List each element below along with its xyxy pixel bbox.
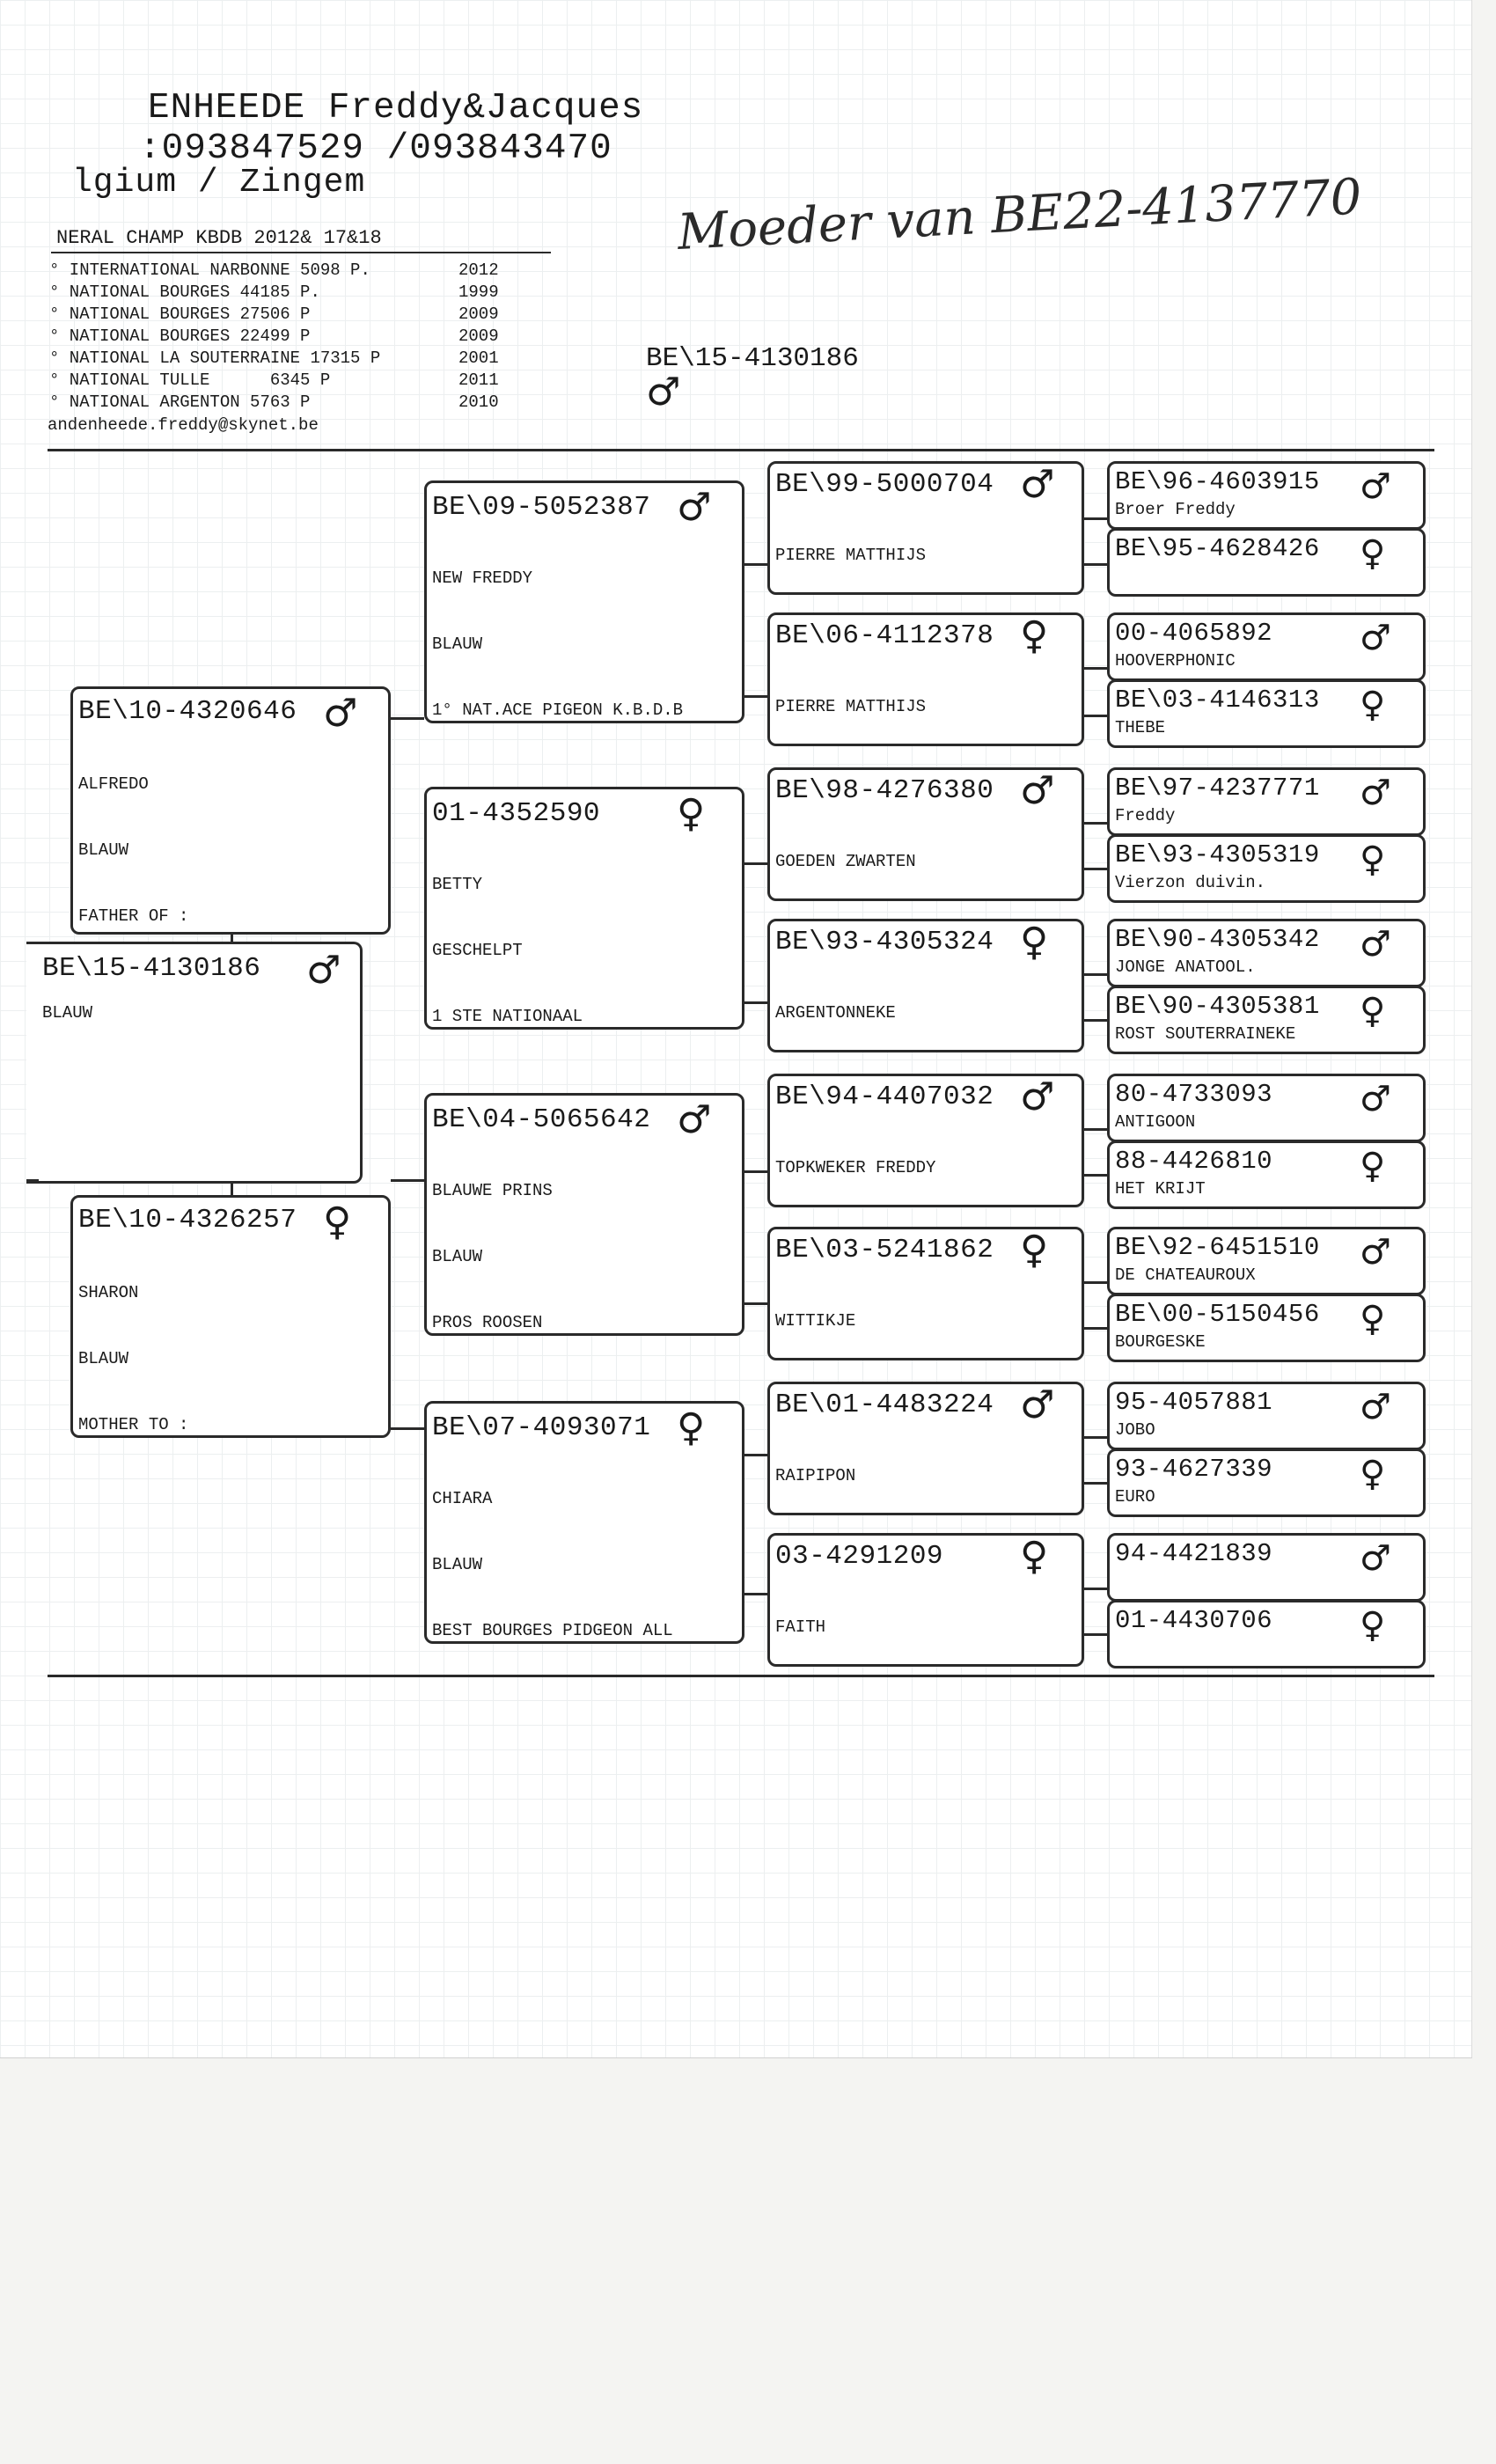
connector-line bbox=[1084, 1588, 1107, 1590]
detail-line: ALFREDO bbox=[78, 774, 149, 794]
ring-number: BE\93-4305324 bbox=[775, 927, 994, 957]
bird-details bbox=[775, 1113, 1078, 1207]
female-symbol-icon: ♀ bbox=[1020, 1534, 1049, 1579]
detail-line: NEW FREDDY bbox=[432, 568, 533, 588]
detail-line: CHIARA bbox=[432, 1489, 493, 1508]
bird-name: Vierzon duivin. bbox=[1115, 873, 1266, 892]
connector-line bbox=[744, 1001, 767, 1004]
bird-details bbox=[775, 807, 1078, 901]
connector-line bbox=[1084, 1436, 1107, 1439]
pedigree-box-ggg-5 bbox=[1107, 767, 1426, 836]
bird-details bbox=[775, 652, 1078, 746]
ring-number: 03-4291209 bbox=[775, 1541, 944, 1572]
male-symbol-icon: ♂ bbox=[323, 691, 358, 736]
result-year: 2011 bbox=[458, 370, 499, 390]
male-symbol-icon: ♂ bbox=[1360, 1232, 1391, 1272]
result-year: 2009 bbox=[458, 326, 499, 346]
detail-line: ARGENTONNEKE bbox=[775, 1003, 896, 1023]
connector-line bbox=[1084, 1327, 1107, 1330]
pedigree-box-ggg-9 bbox=[1107, 1074, 1426, 1142]
bird-name: JOBO bbox=[1115, 1420, 1155, 1440]
pedigree-box-ggg-8 bbox=[1107, 986, 1426, 1054]
male-symbol-icon: ♂ bbox=[1360, 466, 1391, 507]
breeder-location: lgium / Zingem bbox=[72, 164, 366, 202]
male-symbol-icon: ♂ bbox=[677, 485, 712, 530]
pedigree-box-granddam-paternal bbox=[424, 787, 744, 1030]
ring-number: BE\99-5000704 bbox=[775, 469, 994, 500]
bottom-rule bbox=[48, 1675, 1434, 1677]
connector-line bbox=[231, 1182, 233, 1196]
detail-line: BEST BOURGES PIDGEON ALL bbox=[432, 1621, 673, 1640]
pedigree-box-ggg-1 bbox=[1107, 461, 1426, 530]
bird-name: DE CHATEAUROUX bbox=[1115, 1265, 1256, 1285]
connector-line bbox=[744, 1302, 767, 1305]
bird-name: HET KRIJT bbox=[1115, 1179, 1206, 1199]
detail-line: SHARON bbox=[78, 1283, 139, 1302]
male-symbol-icon: ♂ bbox=[1360, 618, 1391, 658]
subject-ring-header: BE\15-4130186 bbox=[646, 343, 859, 374]
result-year: 2012 bbox=[458, 260, 499, 280]
female-symbol-icon: ♀ bbox=[1360, 1605, 1386, 1646]
bird-details bbox=[42, 1002, 356, 1024]
ring-number: BE\03-5241862 bbox=[775, 1235, 994, 1265]
detail-line: BLAUW bbox=[432, 1247, 483, 1266]
female-symbol-icon: ♀ bbox=[1020, 1228, 1049, 1272]
connector-line bbox=[1084, 1281, 1107, 1284]
detail-line: MOTHER TO : bbox=[78, 1415, 189, 1434]
handwritten-note: Moeder van BE22-4137770 bbox=[676, 168, 1363, 261]
detail-line: RAIPIPON bbox=[775, 1466, 856, 1485]
female-symbol-icon: ♀ bbox=[323, 1199, 352, 1244]
bird-details bbox=[775, 1573, 1078, 1667]
bird-details bbox=[775, 958, 1078, 1052]
pedigree-box-ggg-4 bbox=[1107, 679, 1426, 748]
result-text: ° INTERNATIONAL NARBONNE 5098 P. bbox=[49, 260, 370, 280]
connector-line bbox=[391, 1427, 424, 1430]
ring-number: BE\96-4603915 bbox=[1115, 467, 1320, 496]
connector-line bbox=[744, 695, 767, 698]
pedigree-box-granddam-maternal bbox=[424, 1401, 744, 1644]
ring-number: BE\98-4276380 bbox=[775, 775, 994, 806]
male-symbol-icon: ♂ bbox=[1020, 1382, 1055, 1427]
connector-line bbox=[1084, 1128, 1107, 1131]
result-year: 2010 bbox=[458, 392, 499, 412]
pedigree-box-ggg-14 bbox=[1107, 1448, 1426, 1517]
pedigree-box-ggg-11 bbox=[1107, 1227, 1426, 1295]
pedigree-box-ggg-13 bbox=[1107, 1382, 1426, 1450]
female-symbol-icon: ♀ bbox=[677, 791, 706, 836]
ring-number: BE\01-4483224 bbox=[775, 1390, 994, 1420]
bird-name: JONGE ANATOOL. bbox=[1115, 957, 1256, 977]
bird-details bbox=[432, 1444, 738, 1644]
pedigree-box-gg-3 bbox=[767, 767, 1084, 901]
top-rule bbox=[48, 449, 1434, 451]
male-symbol-icon: ♂ bbox=[1020, 462, 1055, 507]
detail-line: PIERRE MATTHIJS bbox=[775, 697, 927, 716]
male-symbol-icon: ♂ bbox=[1020, 1074, 1055, 1119]
bird-name: THEBE bbox=[1115, 718, 1166, 737]
pedigree-box-gg-6 bbox=[767, 1227, 1084, 1360]
bird-details bbox=[775, 1421, 1078, 1515]
champ-title: NERAL CHAMP KBDB 2012& 17&18 bbox=[56, 227, 382, 249]
ring-number: 95-4057881 bbox=[1115, 1388, 1273, 1417]
pedigree-box-ggg-7 bbox=[1107, 919, 1426, 987]
pedigree-box-gg-4 bbox=[767, 919, 1084, 1052]
female-symbol-icon: ♀ bbox=[677, 1405, 706, 1450]
connector-line bbox=[744, 1170, 767, 1173]
bird-details bbox=[78, 730, 385, 935]
connector-line bbox=[744, 862, 767, 865]
detail-line: 1° NAT.ACE PIGEON K.B.D.B bbox=[432, 700, 684, 720]
male-symbol-icon: ♂ bbox=[1360, 773, 1391, 813]
female-symbol-icon: ♀ bbox=[1360, 533, 1386, 574]
connector-line bbox=[391, 717, 424, 720]
female-symbol-icon: ♀ bbox=[1360, 1146, 1386, 1186]
breeder-email: andenheede.freddy@skynet.be bbox=[48, 415, 319, 435]
pedigree-box-gg-1 bbox=[767, 461, 1084, 595]
ring-number: BE\10-4326257 bbox=[78, 1205, 297, 1236]
bird-name: EURO bbox=[1115, 1487, 1155, 1507]
pedigree-box-father bbox=[70, 686, 391, 935]
pedigree-box-mother bbox=[70, 1195, 391, 1438]
connector-line bbox=[744, 1593, 767, 1595]
ring-number: 80-4733093 bbox=[1115, 1080, 1273, 1109]
pedigree-box-grandsire-maternal bbox=[424, 1093, 744, 1336]
connector-line bbox=[1084, 715, 1107, 717]
connector-line bbox=[391, 1179, 424, 1182]
bird-details bbox=[432, 524, 738, 723]
detail-line: BLAUW bbox=[78, 1349, 129, 1368]
ring-number: BE\90-4305342 bbox=[1115, 925, 1320, 954]
detail-line: FAITH bbox=[775, 1617, 826, 1637]
ring-number: BE\04-5065642 bbox=[432, 1104, 651, 1135]
detail-line: 1 STE NATIONAAL bbox=[432, 1007, 583, 1026]
result-year: 2009 bbox=[458, 304, 499, 324]
result-text: ° NATIONAL BOURGES 27506 P bbox=[49, 304, 311, 324]
bird-name: Broer Freddy bbox=[1115, 500, 1236, 519]
breeder-phone: :093847529 /093843470 bbox=[139, 128, 612, 169]
pedigree-box-subject bbox=[26, 942, 363, 1184]
bird-name: ANTIGOON bbox=[1115, 1112, 1196, 1132]
ring-number: BE\09-5052387 bbox=[432, 492, 651, 523]
ring-number: BE\00-5150456 bbox=[1115, 1300, 1320, 1329]
champ-underline bbox=[51, 252, 551, 253]
ring-number: BE\95-4628426 bbox=[1115, 534, 1320, 563]
bird-details bbox=[775, 501, 1078, 595]
result-year: 1999 bbox=[458, 282, 499, 302]
male-symbol-icon: ♂ bbox=[306, 948, 341, 993]
pedigree-box-grandsire-paternal bbox=[424, 480, 744, 723]
detail-line: TOPKWEKER FREDDY bbox=[775, 1158, 936, 1177]
connector-line bbox=[744, 1454, 767, 1456]
connector-line bbox=[1084, 1482, 1107, 1485]
result-text: ° NATIONAL BOURGES 22499 P bbox=[49, 326, 311, 346]
connector-line bbox=[1084, 973, 1107, 976]
bird-name: HOOVERPHONIC bbox=[1115, 651, 1236, 671]
connector-line bbox=[1084, 667, 1107, 670]
male-symbol-icon: ♂ bbox=[1360, 924, 1391, 964]
male-symbol-icon: ♂ bbox=[1360, 1079, 1391, 1119]
female-symbol-icon: ♀ bbox=[1360, 1299, 1386, 1339]
ring-number: BE\90-4305381 bbox=[1115, 992, 1320, 1021]
male-symbol-icon: ♂ bbox=[1360, 1387, 1391, 1427]
ring-number: 93-4627339 bbox=[1115, 1455, 1273, 1484]
ring-number: BE\03-4146313 bbox=[1115, 686, 1320, 715]
male-symbol-icon: ♂ bbox=[646, 370, 681, 414]
connector-line bbox=[744, 563, 767, 566]
pedigree-box-ggg-3 bbox=[1107, 612, 1426, 681]
female-symbol-icon: ♀ bbox=[1360, 991, 1386, 1031]
ring-number: BE\94-4407032 bbox=[775, 1082, 994, 1112]
ring-number: 94-4421839 bbox=[1115, 1539, 1273, 1568]
ring-number: BE\15-4130186 bbox=[42, 953, 261, 984]
connector-line bbox=[231, 935, 233, 943]
connector-line bbox=[1084, 1174, 1107, 1177]
pedigree-box-ggg-2 bbox=[1107, 528, 1426, 597]
ring-number: BE\92-6451510 bbox=[1115, 1233, 1320, 1262]
male-symbol-icon: ♂ bbox=[1360, 1538, 1391, 1579]
female-symbol-icon: ♀ bbox=[1360, 685, 1386, 725]
bird-name: ROST SOUTERRAINEKE bbox=[1115, 1024, 1296, 1044]
pedigree-box-gg-5 bbox=[767, 1074, 1084, 1207]
bird-details bbox=[432, 830, 738, 1030]
ring-number: BE\06-4112378 bbox=[775, 620, 994, 651]
detail-line: GOEDEN ZWARTEN bbox=[775, 852, 916, 871]
connector-line bbox=[1084, 1019, 1107, 1022]
pedigree-box-ggg-12 bbox=[1107, 1294, 1426, 1362]
detail-line: FATHER OF : bbox=[78, 906, 189, 926]
pedigree-box-gg-2 bbox=[767, 612, 1084, 746]
ring-number: 00-4065892 bbox=[1115, 619, 1273, 648]
bird-details bbox=[775, 1266, 1078, 1360]
bird-details bbox=[78, 1238, 385, 1438]
detail-line: BLAUW bbox=[432, 634, 483, 654]
result-text: ° NATIONAL ARGENTON 5763 P bbox=[49, 392, 311, 412]
ring-number: 01-4352590 bbox=[432, 798, 601, 829]
pedigree-box-ggg-6 bbox=[1107, 834, 1426, 903]
female-symbol-icon: ♀ bbox=[1020, 613, 1049, 658]
male-symbol-icon: ♂ bbox=[677, 1097, 712, 1142]
detail-line: PROS ROOSEN bbox=[432, 1313, 543, 1332]
pedigree-box-ggg-15 bbox=[1107, 1533, 1426, 1602]
bird-name: BOURGESKE bbox=[1115, 1332, 1206, 1352]
connector-line bbox=[1084, 822, 1107, 825]
ring-number: BE\97-4237771 bbox=[1115, 774, 1320, 803]
detail-line: BLAUW bbox=[42, 1003, 93, 1023]
detail-line: WITTIKJE bbox=[775, 1311, 856, 1331]
result-text: ° NATIONAL TULLE 6345 P bbox=[49, 370, 331, 390]
female-symbol-icon: ♀ bbox=[1360, 840, 1386, 880]
bird-name: Freddy bbox=[1115, 806, 1176, 825]
ring-number: 88-4426810 bbox=[1115, 1147, 1273, 1176]
connector-line bbox=[26, 1179, 39, 1182]
result-text: ° NATIONAL BOURGES 44185 P. bbox=[49, 282, 320, 302]
female-symbol-icon: ♀ bbox=[1360, 1454, 1386, 1494]
detail-line: BLAUW bbox=[432, 1555, 483, 1574]
detail-line: PIERRE MATTHIJS bbox=[775, 546, 927, 565]
breeder-name: ENHEEDE Freddy&Jacques bbox=[148, 88, 644, 128]
ring-number: BE\07-4093071 bbox=[432, 1412, 651, 1443]
connector-line bbox=[1084, 517, 1107, 520]
detail-line: BETTY bbox=[432, 875, 483, 894]
bird-details bbox=[432, 1136, 738, 1336]
pedigree-box-ggg-10 bbox=[1107, 1140, 1426, 1209]
result-year: 2001 bbox=[458, 348, 499, 368]
pedigree-box-ggg-16 bbox=[1107, 1600, 1426, 1668]
ring-number: 01-4430706 bbox=[1115, 1606, 1273, 1635]
ring-number: BE\10-4320646 bbox=[78, 696, 297, 727]
female-symbol-icon: ♀ bbox=[1020, 920, 1049, 964]
connector-line bbox=[1084, 868, 1107, 870]
pedigree-box-gg-8 bbox=[767, 1533, 1084, 1667]
male-symbol-icon: ♂ bbox=[1020, 768, 1055, 813]
result-text: ° NATIONAL LA SOUTERRAINE 17315 P bbox=[49, 348, 381, 368]
detail-line: BLAUWE PRINS bbox=[432, 1181, 553, 1200]
pedigree-box-gg-7 bbox=[767, 1382, 1084, 1515]
detail-line: GESCHELPT bbox=[432, 941, 523, 960]
connector-line bbox=[1084, 563, 1107, 566]
detail-line: BLAUW bbox=[78, 840, 129, 860]
ring-number: BE\93-4305319 bbox=[1115, 840, 1320, 869]
connector-line bbox=[1084, 1633, 1107, 1636]
